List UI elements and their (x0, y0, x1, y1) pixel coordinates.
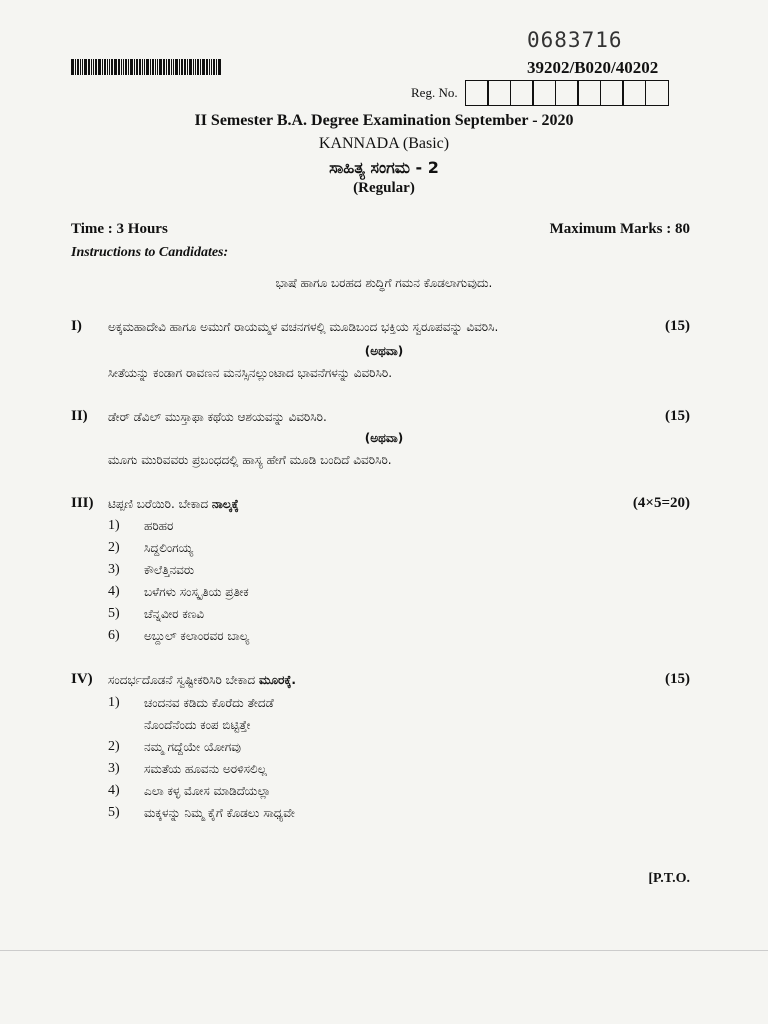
question-number: IV) (71, 671, 93, 687)
barcode-bar (218, 59, 221, 75)
barcode-bar (152, 59, 154, 75)
barcode-bar (200, 59, 201, 75)
list-item-number: 5) (108, 805, 120, 820)
list-item: ನೊಂದೆನೆಂದು ಕಂಪ ಬಿಟ್ಟಿತ್ತೇ (144, 718, 251, 732)
alternate-question-text: ಮೂಗು ಮುರಿವವರು ಪ್ರಬಂಧದಲ್ಲಿ ಹಾಸ್ಯ ಹೇಗೆ ಮೂಡಿ ಬಂದಿದೆ ವಿವರಿಸಿರಿ. (108, 453, 392, 467)
barcode-bar (171, 59, 172, 75)
list-item-number: 6) (108, 628, 120, 643)
barcode-bar (125, 59, 127, 75)
reg-no-box (487, 80, 511, 106)
barcode-bar (71, 59, 74, 75)
barcode-bar (88, 59, 90, 75)
instructions-heading: Instructions to Candidates: (71, 245, 229, 260)
barcode-bar (93, 59, 94, 75)
instructions-text: ಭಾಷೆ ಹಾಗೂ ಬರಹದ ಶುದ್ಧಿಗೆ ಗಮನ ಕೊಡಲಾಗುವುದು. (275, 276, 493, 290)
barcode-bar (181, 59, 183, 75)
question-text: ಅಕ್ಕಮಹಾದೇವಿ ಹಾಗೂ ಅಮುಗೆ ರಾಯಮ್ಮಳ ವಚನಗಳಲ್ಲಿ ಮೂಡಿಬಂದ ಭಕ್ತಿಯ ಸ್ವರೂಪವನ್ನು ವಿವರಿಸಿ. (108, 320, 499, 334)
list-item: ಚಂದನವ ಕಡಿದು ಕೊರೆದು ತೇದಡೆ (144, 696, 274, 710)
list-item-number: 4) (108, 783, 120, 798)
question-marks: (4×5=20) (632, 495, 690, 511)
barcode-bar (189, 59, 192, 75)
barcode-bar (118, 59, 120, 75)
reg-no-box (510, 80, 534, 106)
course-title: ಸಾಹಿತ್ಯ ಸಂಗಮ - 2 (329, 158, 439, 177)
barcode-bar (102, 59, 103, 75)
question-text-plain: ಟಿಪ್ಪಣಿ ಬರೆಯಿರಿ. ಬೇಕಾದ (108, 497, 212, 511)
or-separator: (ಅಥವಾ) (364, 344, 404, 358)
scan-artifact-line (0, 950, 768, 951)
reg-no-boxes (466, 80, 669, 106)
reg-no-box (600, 80, 624, 106)
barcode-bar (139, 59, 141, 75)
maximum-marks: Maximum Marks : 80 (549, 221, 690, 237)
barcode-bar (121, 59, 122, 75)
barcode-bar (91, 59, 92, 75)
question-text-plain: ಸಂದರ್ಭದೊಡನೆ ಸ್ವಷ್ಟೀಕರಿಸಿರಿ ಬೇಕಾದ (108, 673, 259, 687)
barcode-bar (163, 59, 165, 75)
barcode-bar (82, 59, 83, 75)
list-item: ಹರಿಹರ (144, 519, 174, 533)
reg-no-box (532, 80, 556, 106)
barcode-bar (173, 59, 174, 75)
barcode-bar (150, 59, 151, 75)
barcode (71, 59, 289, 75)
list-item-number: 2) (108, 739, 120, 754)
question-text (108, 673, 296, 688)
list-item-number: 1) (108, 518, 120, 533)
list-item: ಕೌಲೆತ್ತಿನವರು (144, 563, 195, 577)
please-turn-over: [P.T.O. (648, 871, 690, 886)
list-item: ನಮ್ಮ ಗದ್ದೆಯೇ ಯೋಗವು (144, 740, 241, 754)
barcode-bar (130, 59, 133, 75)
barcode-bar (166, 59, 167, 75)
scheme-title: (Regular) (353, 180, 415, 196)
barcode-bar (216, 59, 217, 75)
barcode-bar (144, 59, 145, 75)
barcode-bar (206, 59, 208, 75)
question-marks: (15) (665, 408, 690, 424)
barcode-bar (98, 59, 101, 75)
barcode-bar (123, 59, 124, 75)
serial-number: 0683716 (527, 28, 623, 52)
list-item: ಚೆನ್ನವೀರ ಕಣವಿ (144, 607, 204, 621)
barcode-bar (84, 59, 87, 75)
question-text (108, 497, 239, 512)
list-item-number: 4) (108, 584, 120, 599)
list-item-number: 2) (108, 540, 120, 555)
barcode-bar (193, 59, 194, 75)
reg-no-box (622, 80, 646, 106)
reg-no-box (577, 80, 601, 106)
barcode-bar (175, 59, 178, 75)
list-item-number: 1) (108, 695, 120, 710)
barcode-bar (142, 59, 143, 75)
barcode-bar (187, 59, 188, 75)
barcode-bar (104, 59, 106, 75)
barcode-bar (146, 59, 149, 75)
time-allowed: Time : 3 Hours (71, 221, 168, 237)
barcode-bar (114, 59, 117, 75)
barcode-bar (107, 59, 108, 75)
barcode-bar (95, 59, 97, 75)
list-item: ಅಬ್ದುಲ್ ಕಲಾಂರವರ ಬಾಲ್ಯ (144, 629, 250, 643)
barcode-bar (202, 59, 205, 75)
question-text: ಡೇರ್ ಡೆವಿಲ್ ಮುಸ್ತಾಫಾ ಕಥೆಯ ಆಶಯವನ್ನು ವಿವರಿಸಿರಿ. (108, 410, 327, 424)
question-text-emphasis: ನಾಲ್ಕಕ್ಕೆ (211, 497, 239, 511)
list-item: ಮಕ್ಕಳನ್ನು ನಿಮ್ಮ ಕೈಗೆ ಕೊಡಲು ಸಾಧ್ಯವೇ (144, 806, 295, 820)
barcode-bar (195, 59, 196, 75)
barcode-bar (128, 59, 129, 75)
barcode-bar (80, 59, 81, 75)
list-item: ಸಮತೆಯ ಹೂವನು ಅರಳಿಸಲಿಲ್ಲ (144, 762, 267, 776)
barcode-bar (136, 59, 138, 75)
barcode-bar (211, 59, 212, 75)
reg-no-box (645, 80, 669, 106)
exam-title: II Semester B.A. Degree Examination September - 2020 (194, 112, 574, 129)
barcode-bar (184, 59, 186, 75)
question-marks: (15) (665, 671, 690, 687)
barcode-bar (209, 59, 210, 75)
barcode-bar (134, 59, 135, 75)
question-number: III) (71, 495, 94, 511)
question-number: II) (71, 408, 88, 424)
barcode-bar (77, 59, 79, 75)
subject-title: KANNADA (Basic) (318, 135, 450, 152)
barcode-bar (168, 59, 170, 75)
question-text-emphasis: ಮೂರಕ್ಕೆ. (258, 673, 296, 687)
reg-no-box (465, 80, 489, 106)
list-item-number: 3) (108, 562, 120, 577)
barcode-bar (197, 59, 199, 75)
barcode-bar (159, 59, 162, 75)
barcode-bar (111, 59, 113, 75)
reg-no-box (555, 80, 579, 106)
barcode-bar (75, 59, 76, 75)
paper-code: 39202/B020/40202 (527, 58, 659, 77)
list-item: ಸಿದ್ದಲಿಂಗಯ್ಯ (144, 541, 194, 555)
barcode-bar (179, 59, 180, 75)
or-separator: (ಅಥವಾ) (364, 431, 404, 445)
question-marks: (15) (665, 318, 690, 334)
barcode-bar (109, 59, 110, 75)
list-item: ಎಲಾ ಕಳ್ಳ ಮೋಸ ಮಾಡಿದೆಯಲ್ಲಾ (144, 784, 271, 798)
barcode-bar (155, 59, 156, 75)
list-item: ಬಳೆಗಳು ಸಂಸ್ಕೃತಿಯ ಪ್ರತೀಕ (144, 585, 249, 599)
question-number: I) (71, 318, 82, 334)
list-item-number: 5) (108, 606, 120, 621)
barcode-bar (157, 59, 158, 75)
barcode-bar (213, 59, 215, 75)
list-item-number: 3) (108, 761, 120, 776)
reg-no-label: Reg. No. (411, 85, 458, 100)
alternate-question-text: ಸೀತೆಯನ್ನು ಕಂಡಾಗ ರಾವಣನ ಮನಸ್ಸಿನಲ್ಲುಂಟಾದ ಭಾವನೆಗಳನ್ನು ವಿವರಿಸಿರಿ. (108, 366, 393, 380)
